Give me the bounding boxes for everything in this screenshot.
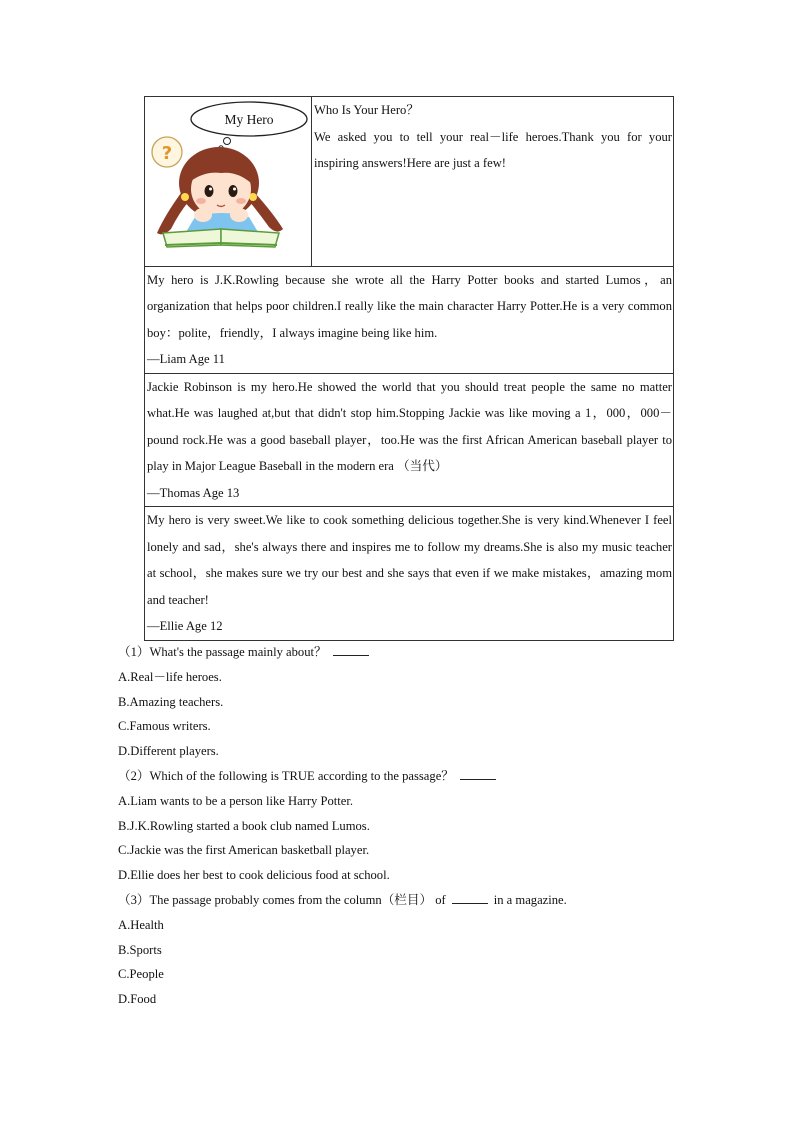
question-text: （1）What's the passage mainly about？ xyxy=(118,645,327,659)
questions-section xyxy=(118,640,678,1012)
entry-text: My hero is J.K.Rowling because she wrote all the Harry Potter books and started Lumos，an organization that helps poor children.I really like the main character Harry Potter.He is a very common boy：polite，friendly，I always imagine being like him. xyxy=(147,272,672,340)
question-text: （3）The passage probably comes from the column（栏目） of xyxy=(118,892,446,907)
reading-passage-table xyxy=(144,96,674,641)
entry-signature: —Thomas Age 13 xyxy=(147,485,240,500)
question-3-option-b[interactable]: B.Sports xyxy=(118,942,162,957)
intro-text: We asked you to tell your real－life heroes.Thank you for your inspiring answers!Here are just a few! xyxy=(314,129,672,170)
question-2-option-d[interactable]: D.Ellie does her best to cook delicious food at school. xyxy=(118,868,390,883)
intro-cell xyxy=(312,97,674,267)
question-2-option-c[interactable]: C.Jackie was the first American basketball player. xyxy=(118,843,370,858)
entry-thomas xyxy=(145,373,674,507)
entry-text: My hero is very sweet.We like to cook something delicious together.She is very kind.Whenever I feel lonely and sad，she's always there and inspires me to follow my dreams.She is also my music teacher at school，she makes sure we try our best and she says that even if we make mistakes，amazing mom and teacher! xyxy=(147,513,672,607)
question-2-stem xyxy=(118,764,678,789)
question-1-option-b[interactable]: B.Amazing teachers. xyxy=(118,694,224,709)
question-1-option-d[interactable]: D.Different players. xyxy=(118,744,219,759)
question-3-option-d[interactable]: D.Food xyxy=(118,992,157,1007)
question-text-end: in a magazine. xyxy=(493,892,567,907)
question-3-stem xyxy=(118,888,678,913)
question-text: （2）Which of the following is TRUE according to the passage？ xyxy=(118,768,454,783)
question-1-option-a[interactable]: A.Real－life heroes. xyxy=(118,669,222,684)
answer-blank[interactable] xyxy=(452,889,488,904)
question-3-option-c[interactable]: C.People xyxy=(118,967,164,982)
question-2-option-a[interactable]: A.Liam wants to be a person like Harry Potter. xyxy=(118,793,354,808)
entry-liam xyxy=(145,266,674,373)
question-1-option-c[interactable]: C.Famous writers. xyxy=(118,719,211,734)
bubble-caption: My Hero xyxy=(224,112,274,127)
question-3-option-a[interactable]: A.Health xyxy=(118,917,164,932)
answer-blank[interactable] xyxy=(460,765,496,780)
svg-text:?: ? xyxy=(161,143,173,164)
question-2-option-b[interactable]: B.J.K.Rowling started a book club named Lumos. xyxy=(118,818,370,833)
question-1-stem xyxy=(118,640,678,665)
entry-text: Jackie Robinson is my hero.He showed the world that you should treat people the same no matter what.He was laughed at,but that didn't stop him.Stopping Jackie was like moving a 1，000，000－pound rock.He was a good baseball player，too.He was the first African American baseball player to play in Major League Baseball in the modern era （当代） xyxy=(147,379,672,473)
girl-reading-illustration xyxy=(145,97,311,256)
entry-signature: —Ellie Age 12 xyxy=(147,619,223,633)
intro-title: Who Is Your Hero？ xyxy=(314,103,419,117)
answer-blank[interactable] xyxy=(333,641,369,656)
entry-signature: —Liam Age 11 xyxy=(147,352,225,366)
entry-ellie xyxy=(145,507,674,641)
illustration-cell xyxy=(145,97,312,267)
